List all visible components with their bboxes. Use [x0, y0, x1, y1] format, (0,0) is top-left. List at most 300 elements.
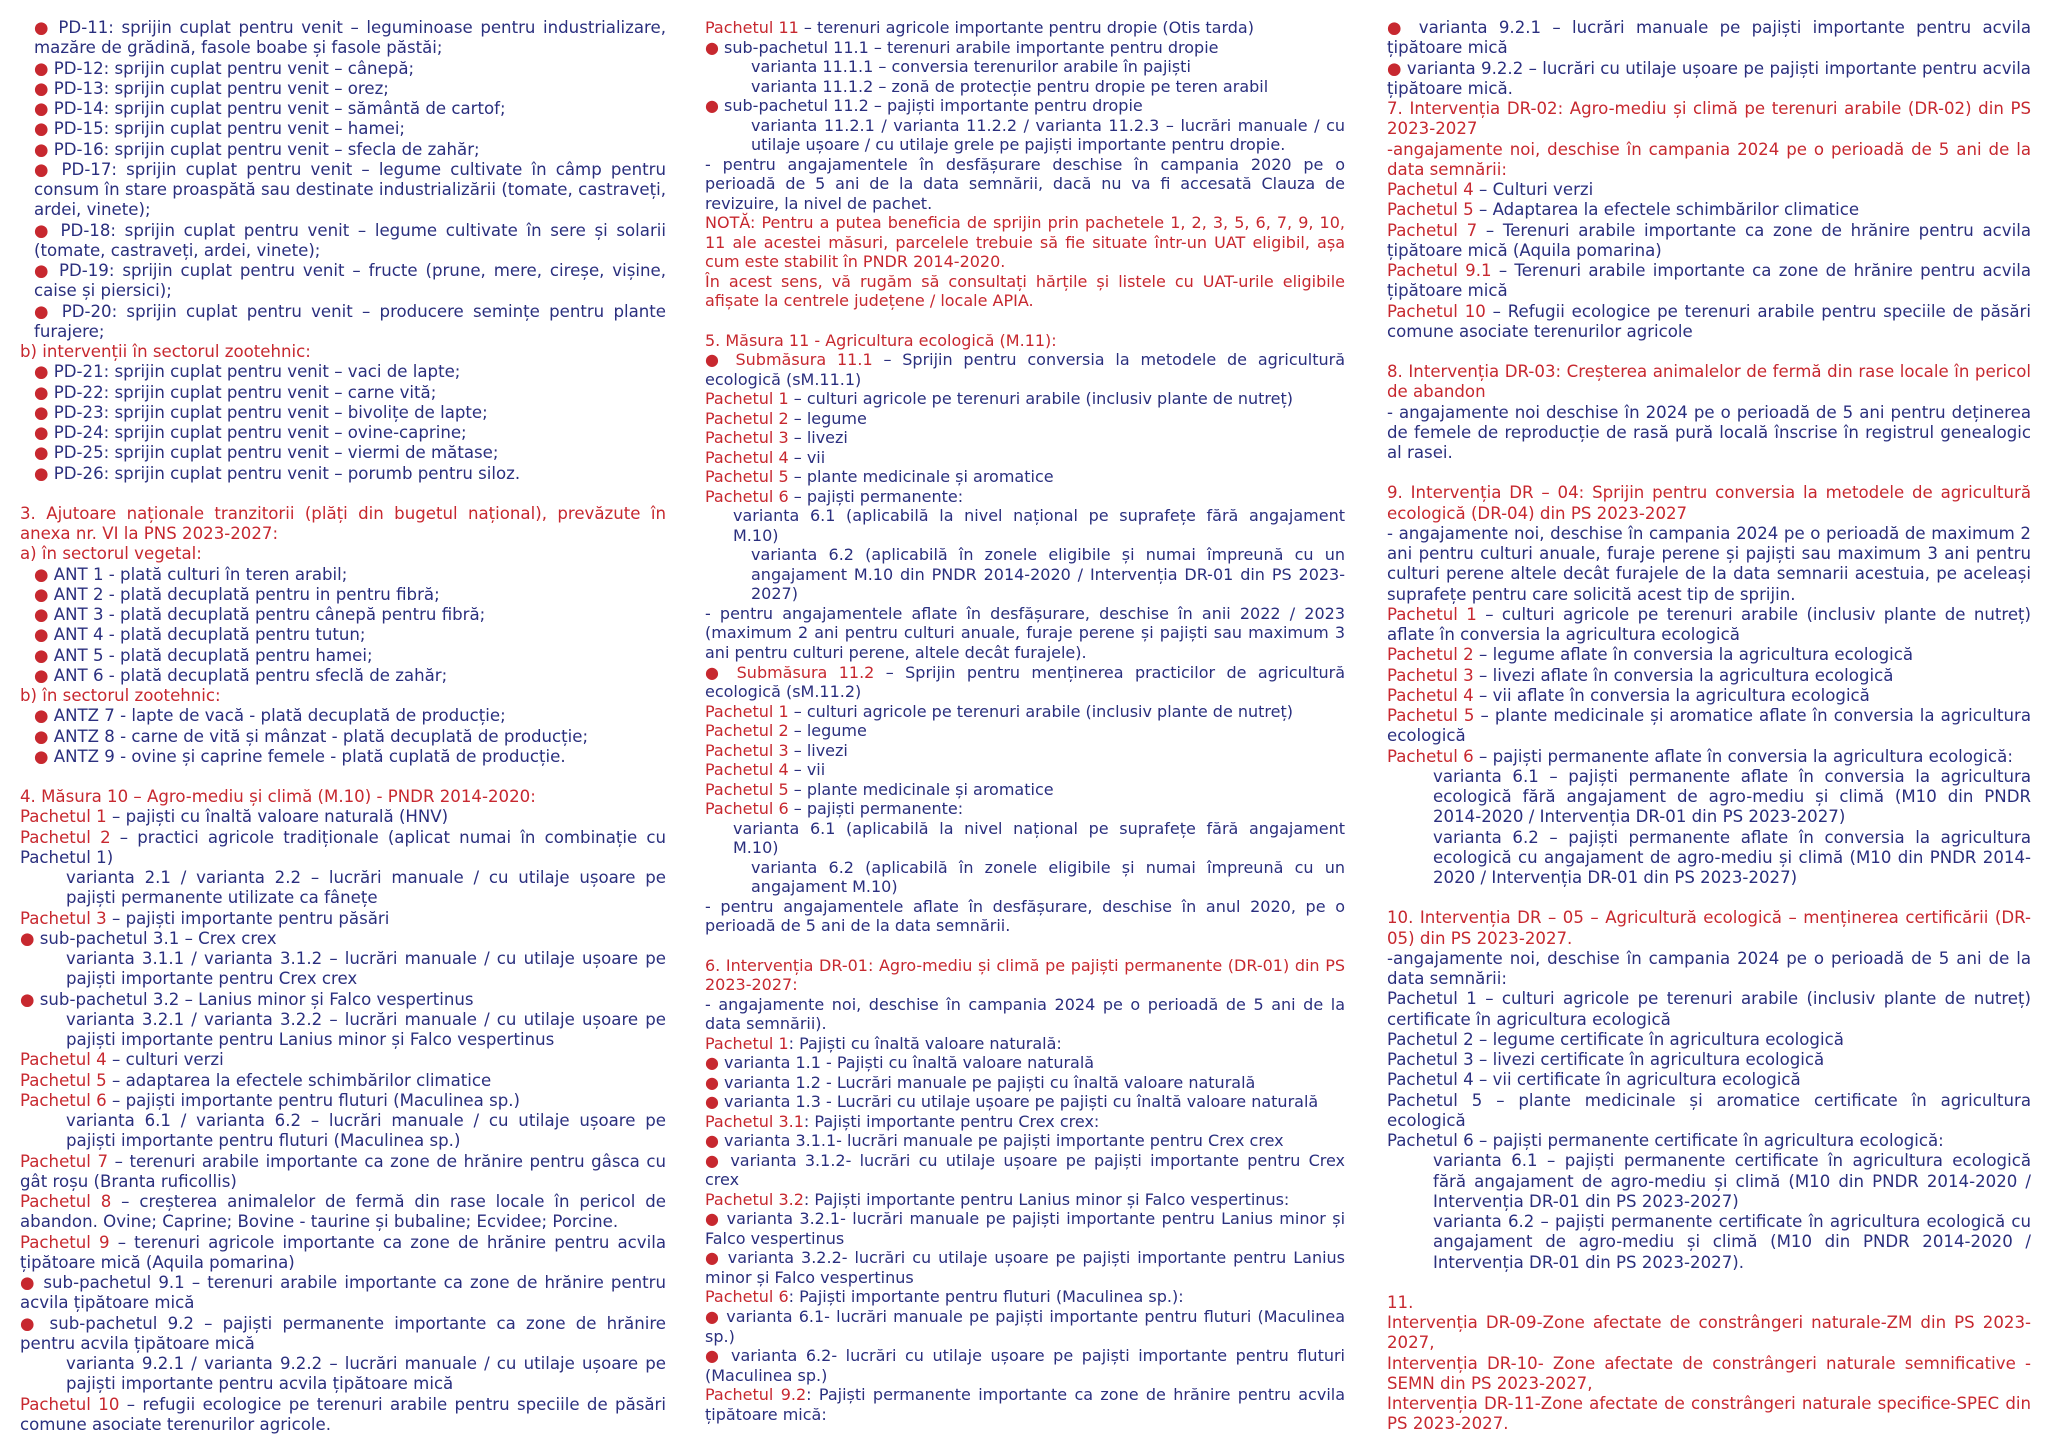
- text-line: [1387, 261, 2031, 302]
- text-line: [1387, 989, 2031, 1030]
- line-text: - angajamente noi, deschise în campania 2024 pe o perioadă de maximum 2 ani pentru culturi anuale, furaje perene și pajiști sau maximum 3 ani pentru culturi perene altele decât furajele de la data semnarii acestuia, pe aceleași suprafețe pentru care solicită acest tip de sprijin.: [1387, 523, 2031, 604]
- text-line: [705, 1151, 1345, 1190]
- line-text: ANT 4 - plată decuplată pentru tutun;: [53, 625, 366, 645]
- line-text: sub-pachetul 3.2 – Lanius minor și Falco vespertinus: [39, 989, 474, 1009]
- package-label: Pachetul 10: [1387, 301, 1486, 321]
- bullet-icon: ●: [705, 1209, 727, 1229]
- text-line: [705, 545, 1345, 604]
- text-line: [705, 18, 1345, 38]
- line-text: 11.: [1387, 1292, 1414, 1312]
- bullet-icon: ●: [34, 463, 54, 483]
- package-label: Pachetul 9.1: [1387, 261, 1492, 280]
- text-line: [705, 741, 1345, 761]
- bullet-icon: ●: [34, 362, 54, 382]
- bullet-icon: ●: [20, 989, 40, 1009]
- bullet-icon: ●: [34, 301, 62, 321]
- line-text: – pajiști importante pentru fluturi (Maculinea sp.): [106, 1090, 521, 1110]
- text-line: [1387, 747, 2031, 767]
- text-line: [20, 807, 666, 827]
- line-text: 10. Intervenția DR – 05 – Agricultură ecologică – menținerea certificării (DR-05) din PS 2023-2027.: [1387, 908, 2031, 948]
- text-line: [705, 331, 1345, 351]
- line-text: – plante medicinale și aromatice: [788, 779, 1054, 799]
- package-label: Pachetul 3: [20, 908, 107, 928]
- text-line: [20, 787, 666, 807]
- text-line: [1387, 1394, 2031, 1435]
- line-text: ANT 2 - plată decuplată pentru in pentru fibră;: [53, 584, 440, 604]
- line-text: 9. Intervenția DR – 04: Sprijin pentru conversia la metodele de agricultură ecologică (DR-04) din PS 2023-2027: [1387, 483, 2031, 523]
- line-text: varianta 9.2.2 – lucrări cu utilaje ușoare pe pajiști importante pentru acvila țipătoare mică.: [1387, 58, 2031, 98]
- bullet-icon: ●: [705, 1346, 731, 1366]
- line-text: varianta 3.2.2- lucrări cu utilaje ușoare pe pajiști importante pentru Lanius minor și Falco vespertinus: [705, 1248, 1345, 1287]
- line-text: Pachetul 3 – livezi certificate în agricultura ecologică: [1387, 1050, 1825, 1069]
- text-line: [20, 646, 666, 666]
- text-line: [705, 213, 1345, 272]
- package-label: Pachetul 4: [20, 1050, 107, 1070]
- line-text: sub-pachetul 11.1 – terenuri arabile importante pentru dropie: [724, 37, 1219, 57]
- text-line: [705, 1209, 1345, 1248]
- bullet-icon: ●: [705, 1131, 725, 1151]
- text-line: [1387, 706, 2031, 747]
- line-text: PD-16: sprijin cuplat pentru venit – sfecla de zahăr;: [53, 139, 480, 159]
- text-line: [705, 487, 1345, 507]
- text-line: [1387, 1212, 2031, 1273]
- line-text: varianta 3.2.1- lucrări manuale pe pajiști importante pentru Lanius minor și Falco vespertinus: [705, 1209, 1346, 1248]
- text-line: [20, 1354, 666, 1395]
- text-line: [705, 1248, 1345, 1287]
- line-text: : Pajiști importante pentru Lanius minor și Falco vespertinus:: [803, 1189, 1290, 1209]
- line-text: : Pajiști importante pentru fluturi (Maculinea sp.):: [788, 1287, 1184, 1307]
- line-text: PD-15: sprijin cuplat pentru venit – hamei;: [53, 119, 406, 139]
- line-text: PD-18: sprijin cuplat pentru venit – legume cultivate în sere și solarii (tomate, castraveți, ardei, vinete);: [34, 220, 666, 260]
- line-text: sub-pachetul 11.2 – pajiști importante pentru dropie: [724, 96, 1143, 116]
- package-label: Pachetul 7: [20, 1151, 109, 1171]
- text-line: [20, 909, 666, 929]
- text-line: [705, 155, 1345, 214]
- line-text: – livezi: [788, 428, 848, 448]
- text-line: [20, 990, 666, 1010]
- line-text: varianta 6.1 (aplicabilă la nivel național pe suprafețe fără angajament M.10): [733, 818, 1345, 858]
- text-line: [20, 1050, 666, 1070]
- text-line: [1387, 200, 2031, 220]
- line-text: varianta 9.2.1 – lucrări manuale pe pajiști importante pentru acvila țipătoare mică: [1387, 18, 2031, 58]
- text-line: [1387, 1151, 2031, 1212]
- text-line: [20, 1071, 666, 1091]
- text-line: [1387, 1030, 2031, 1050]
- text-line: [1387, 221, 2031, 262]
- text-line: [705, 506, 1345, 545]
- bullet-icon: ●: [20, 1313, 50, 1333]
- text-line: [20, 605, 666, 625]
- text-line: [20, 565, 666, 585]
- line-text: sub-pachetul 3.1 – Crex crex: [39, 928, 277, 948]
- package-label: Pachetul 5: [705, 779, 789, 799]
- text-line: [705, 721, 1345, 741]
- bullet-icon: ●: [34, 220, 61, 240]
- text-line: [1387, 1070, 2031, 1090]
- bullet-icon: ●: [20, 928, 40, 948]
- text-line: [705, 1190, 1345, 1210]
- line-text: PD-11: sprijin cuplat pentru venit – leguminoase pentru industrializare, mazăre de grădină, fasole boabe și fasole păstăi;: [34, 18, 666, 58]
- text-line: [705, 897, 1345, 936]
- text-line: [1387, 1050, 2031, 1070]
- text-line: [705, 1073, 1345, 1093]
- bullet-icon: ●: [34, 58, 54, 78]
- text-line: [20, 1111, 666, 1152]
- text-line: [705, 799, 1345, 819]
- line-text: varianta 1.1 - Pajiști cu înaltă valoare naturală: [724, 1053, 1095, 1073]
- package-label: Pachetul 3: [705, 740, 789, 760]
- package-label: Pachetul 3: [705, 428, 789, 448]
- text-line: [705, 272, 1345, 311]
- bullet-icon: ●: [20, 1273, 44, 1292]
- text-line: [1387, 403, 2031, 464]
- bullet-icon: ●: [705, 1072, 725, 1092]
- text-line: [20, 79, 666, 99]
- text-line: [20, 99, 666, 119]
- line-text: – vii: [788, 760, 826, 780]
- package-label: Pachetul 5: [1387, 200, 1474, 220]
- text-line: [705, 1131, 1345, 1151]
- line-text: – pajiști permanente:: [788, 799, 964, 819]
- text-line: [705, 663, 1345, 702]
- line-text: – vii: [788, 447, 826, 467]
- line-text: 8. Intervenția DR-03: Creșterea animalelor de fermă din rase locale în pericol de abandon: [1387, 362, 2031, 402]
- text-line: [705, 1307, 1345, 1346]
- line-text: – refugii ecologice pe terenuri arabile pentru speciile de păsări comune asociate terenurilor agricole.: [20, 1394, 666, 1434]
- line-text: PD-14: sprijin cuplat pentru venit – sământă de cartof;: [53, 99, 506, 118]
- text-line: [705, 409, 1345, 429]
- line-text: Pachetul 1 – culturi agricole pe terenuri arabile (inclusiv plante de nutreț) certificate în agricultura ecologică: [1387, 989, 2031, 1029]
- package-label: Pachetul 6: [705, 486, 789, 506]
- text-line: [705, 448, 1345, 468]
- line-text: -angajamente noi, deschise în campania 2024 pe o perioadă de 5 ani de la data semnării:: [1387, 948, 2031, 988]
- text-line: [705, 1112, 1345, 1132]
- line-text: Pachetul 6 – pajiști permanente certificate în agricultura ecologică:: [1387, 1131, 1944, 1150]
- text-line: [705, 1053, 1345, 1073]
- line-text: 5. Măsura 11 - Agricultura ecologică (M.11):: [705, 330, 1057, 350]
- text-line: [20, 261, 666, 302]
- text-line: [20, 443, 666, 463]
- line-text: – livezi aflate în conversia la agricultura ecologică: [1473, 665, 1894, 685]
- line-text: varianta 3.1.2- lucrări cu utilaje ușoare pe pajiști importante pentru Crex crex: [705, 1150, 1345, 1190]
- line-text: b) în sectorul zootehnic:: [20, 686, 221, 705]
- text-line: [20, 828, 666, 869]
- bullet-icon: ●: [34, 382, 54, 402]
- text-line: [20, 868, 666, 909]
- package-label: Pachetul 2: [1387, 645, 1474, 665]
- line-text: varianta 1.2 - Lucrări manuale pe pajiști cu înaltă valoare naturală: [724, 1072, 1256, 1092]
- bullet-icon: ●: [34, 402, 54, 422]
- text-line: [705, 96, 1345, 116]
- package-label: Pachetul 10: [20, 1394, 120, 1414]
- line-text: varianta 6.1 – pajiști permanente aflate în conversia la agricultura ecologică fără angajament de agro-mediu și climă (M10 din PNDR 2014-2020 / Intervenția DR-01 din PS 2023-2027): [1433, 766, 2031, 827]
- text-line: [20, 362, 666, 382]
- package-label: Pachetul 3: [1387, 665, 1474, 685]
- text-line: [20, 1233, 666, 1274]
- line-text: varianta 6.2 – pajiști permanente certificate în agricultura ecologică cu angajament de agro-mediu și climă (M10 din PNDR 2014-2020 / Intervenția DR-01 din PS 2023-2027).: [1433, 1212, 2031, 1272]
- text-line: [705, 57, 1345, 77]
- bullet-icon: ●: [705, 96, 725, 116]
- line-text: -angajamente noi, deschise în campania 2024 pe o perioadă de 5 ani de la data semnării:: [1387, 139, 2031, 179]
- line-text: – terenuri agricole importante pentru dropie (Otis tarda): [798, 18, 1254, 37]
- text-line: [20, 1091, 666, 1111]
- package-label: Pachetul 6: [1387, 746, 1474, 766]
- line-text: PD-26: sprijin cuplat pentru venit – porumb pentru siloz.: [53, 463, 521, 483]
- line-text: PD-24: sprijin cuplat pentru venit – ovine-caprine;: [53, 423, 467, 442]
- package-label: Pachetul 5: [20, 1070, 107, 1090]
- line-text: Intervenția DR-11-Zone afectate de constrângeri naturale specifice-SPEC din PS 2023-2027.: [1387, 1394, 2031, 1434]
- line-text: varianta 11.2.1 / varianta 11.2.2 / varianta 11.2.3 – lucrări manuale / cu utilaje ușoare / cu utilaje grele pe pajiști importante pentru dropie.: [751, 115, 1345, 155]
- bullet-icon: ●: [705, 1053, 725, 1073]
- bullet-icon: ●: [34, 159, 62, 179]
- text-line: [20, 221, 666, 262]
- line-text: – Terenuri arabile importante ca zone de hrănire pentru acvila țipătoare mică: [1387, 261, 2032, 301]
- text-line: [705, 77, 1345, 97]
- line-text: – pajiști permanente aflate în conversia la agricultura ecologică:: [1473, 746, 2013, 766]
- line-text: – Culturi verzi: [1473, 180, 1594, 199]
- text-line: [705, 467, 1345, 487]
- text-line: [705, 780, 1345, 800]
- package-label: Pachetul 4: [1387, 685, 1474, 705]
- package-label: Pachetul 4: [705, 760, 789, 780]
- bullet-icon: ●: [34, 726, 54, 746]
- text-line: [1387, 362, 2031, 403]
- package-label: Pachetul 5: [1387, 706, 1475, 725]
- text-line: [1387, 59, 2031, 100]
- text-line: [20, 302, 666, 343]
- line-text: varianta 3.1.1- lucrări manuale pe pajiști importante pentru Crex crex: [724, 1131, 1284, 1151]
- line-text: ANT 5 - plată decuplată pentru hamei;: [53, 645, 373, 665]
- text-line: [1387, 908, 2031, 949]
- text-line: [705, 1092, 1345, 1112]
- column-left: [20, 18, 666, 1435]
- line-text: – vii aflate în conversia la agricultura ecologică: [1473, 685, 1870, 705]
- bullet-icon: ●: [34, 625, 54, 645]
- text-line: [1387, 605, 2031, 646]
- line-text: Intervenția DR-10- Zone afectate de constrângeri naturale semnificative - SEMN din PS 2023-2027,: [1387, 1353, 2031, 1393]
- line-text: În acest sens, vă rugăm să consultați hărțile și listele cu UAT-urile eligibile afișate la centrele județene / locale APIA.: [705, 271, 1345, 311]
- text-line: [20, 423, 666, 443]
- text-line: [20, 1192, 666, 1233]
- bullet-icon: ●: [1387, 58, 1407, 78]
- line-text: – plante medicinale și aromatice: [788, 467, 1054, 487]
- bullet-icon: ●: [705, 1150, 731, 1170]
- line-text: varianta 6.2 (aplicabilă în zonele eligibile și numai împreună cu un angajament M.10): [751, 857, 1345, 897]
- text-line: [20, 140, 666, 160]
- bullet-icon: ●: [34, 119, 54, 139]
- line-text: varianta 3.2.1 / varianta 3.2.2 – lucrări manuale / cu utilaje ușoare pe pajiști importante pentru Lanius minor și Falco vespertinus: [66, 1009, 666, 1049]
- text-line: [1387, 302, 2031, 343]
- package-label: Pachetul 9: [20, 1232, 110, 1252]
- bullet-icon: ●: [34, 665, 54, 685]
- package-label: Pachetul 6: [705, 799, 789, 819]
- bullet-icon: ●: [34, 99, 54, 118]
- package-label: Pachetul 4: [705, 447, 789, 467]
- text-line: [1387, 483, 2031, 524]
- line-text: – Sprijin pentru menținerea practicilor de agricultură ecologică (sM.11.2): [705, 662, 1345, 702]
- bullet-icon: ●: [34, 139, 54, 159]
- line-text: varianta 6.2- lucrări cu utilaje ușoare pe pajiști importante pentru fluturi (Maculinea sp.): [705, 1346, 1346, 1385]
- line-text: Pachetul 2 – legume certificate în agricultura ecologică: [1387, 1029, 1844, 1049]
- line-text: : Pajiști cu înaltă valoare naturală:: [788, 1033, 1062, 1053]
- line-text: ANTZ 9 - ovine și caprine femele - plată cuplată de producție.: [53, 746, 566, 766]
- text-line: [705, 760, 1345, 780]
- line-text: – adaptarea la efectele schimbărilor climatice: [106, 1070, 492, 1090]
- text-line: [20, 383, 666, 403]
- text-line: [705, 604, 1345, 663]
- line-text: – Refugii ecologice pe terenuri arabile pentru speciile de păsări comune asociate terenurilor agricole: [1387, 301, 2031, 341]
- line-text: sub-pachetul 9.1 – terenuri arabile importante ca zone de hrănire pentru acvila țipătoare mică: [20, 1273, 666, 1313]
- line-text: – Terenuri arabile importante ca zone de hrănire pentru acvila țipătoare mică (Aquila pomarina): [1387, 220, 2031, 260]
- line-text: - angajamente noi deschise în 2024 pe o perioadă de 5 ani pentru deținerea de femele de reproducție de rasă pură locală înscrise în registrul genealogic al rasei.: [1387, 402, 2031, 462]
- package-label: Pachetul 2: [705, 408, 789, 428]
- bullet-icon: ●: [34, 443, 54, 463]
- line-text: : Pajiști permanente importante ca zone de hrănire pentru acvila țipătoare mică:: [705, 1385, 1346, 1424]
- line-text: PD-22: sprijin cuplat pentru venit – carne vită;: [53, 382, 437, 402]
- text-line: [20, 464, 666, 484]
- line-text: 3. Ajutoare naționale tranzitorii (plăți din bugetul național), prevăzute în anexa nr. VI la PNS 2023-2027:: [20, 503, 666, 543]
- text-line: [705, 995, 1345, 1034]
- line-text: PD-23: sprijin cuplat pentru venit – bivolițe de lapte;: [53, 402, 488, 422]
- text-line: [20, 160, 666, 221]
- package-label: Pachetul 1: [1387, 604, 1477, 624]
- line-text: 4. Măsura 10 – Agro-mediu și climă (M.10) - PNDR 2014-2020:: [20, 787, 536, 806]
- text-line: [20, 59, 666, 79]
- bullet-icon: ●: [34, 605, 54, 624]
- text-line: [705, 1346, 1345, 1385]
- text-line: [1387, 686, 2031, 706]
- line-text: varianta 6.1 (aplicabilă la nivel național pe suprafețe fără angajament M.10): [733, 506, 1345, 545]
- text-line: [1387, 949, 2031, 990]
- bullet-icon: ●: [34, 584, 54, 604]
- text-line: [20, 119, 666, 139]
- line-text: – Adaptarea la efectele schimbărilor climatice: [1473, 200, 1860, 220]
- line-text: PD-21: sprijin cuplat pentru venit – vaci de lapte;: [53, 362, 461, 382]
- text-line: [1387, 1131, 2031, 1151]
- line-text: – pajiști importante pentru păsări: [106, 908, 390, 928]
- line-text: varianta 6.2 – pajiști permanente aflate în conversia la agricultura ecologică cu angajament de agro-mediu și climă (M10 din PNDR 2014-2020 / Intervenția DR-01 din PS 2023-2027): [1433, 827, 2031, 887]
- line-text: - pentru angajamentele aflate în desfășurare, deschise în anul 2020, pe o perioadă de 5 ani de la data semnării.: [705, 896, 1345, 936]
- line-text: – culturi agricole pe terenuri arabile (inclusiv plante de nutreț) aflate în conversia la agricultura ecologică: [1387, 604, 2032, 644]
- package-label: Pachetul 1: [705, 389, 789, 409]
- line-text: varianta 1.3 - Lucrări cu utilaje ușoare pe pajiști cu înaltă valoare naturală: [724, 1092, 1319, 1112]
- package-label: Pachetul 6: [20, 1090, 107, 1110]
- line-text: - pentru angajamentele în desfășurare deschise în campania 2020 pe o perioadă de 5 ani de la data semnării, dacă nu va fi accesată Clauza de revizuire, la nivel de pachet.: [705, 154, 1345, 213]
- line-text: – creșterea animalelor de fermă din rase locale în pericol de abandon. Ovine; Caprine; Bovine - taurine și bubaline; Ecvidee; Porcine.: [20, 1192, 666, 1232]
- package-label: Pachetul 1: [20, 807, 107, 827]
- line-text: 7. Intervenția DR-02: Agro-mediu și climă pe terenuri arabile (DR-02) din PS 2023-2027: [1387, 99, 2031, 139]
- text-line: [20, 666, 666, 686]
- text-line: [20, 1273, 666, 1314]
- text-line: [20, 727, 666, 747]
- bullet-icon: ●: [34, 261, 59, 280]
- line-text: NOTĂ: Pentru a putea beneficia de sprijin prin pachetele 1, 2, 3, 5, 6, 7, 9, 10, 11 ale acestei măsuri, parcelele trebuie să fie situate într-un UAT eligibil, așa cum este stabilit în PNDR 2014-2020.: [705, 213, 1345, 272]
- line-text: ANT 3 - plată decuplată pentru cânepă pentru fibră;: [53, 605, 486, 624]
- bullet-icon: ●: [1387, 18, 1419, 37]
- package-label: Pachetul 8: [20, 1192, 112, 1211]
- text-line: [20, 504, 666, 545]
- text-line: [1387, 524, 2031, 605]
- package-label: Pachetul 11: [705, 18, 799, 37]
- package-label: Pachetul 6: [705, 1287, 789, 1307]
- text-line: [20, 1010, 666, 1051]
- line-text: – Sprijin pentru conversia la metodele de agricultură ecologică (sM.11.1): [705, 350, 1345, 389]
- text-line: [20, 949, 666, 990]
- line-text: varianta 6.1- lucrări manuale pe pajiști importante pentru fluturi (Maculinea sp.): [705, 1307, 1345, 1346]
- text-line: [20, 625, 666, 645]
- line-text: varianta 11.1.2 – zonă de protecție pentru dropie pe teren arabil: [751, 76, 1269, 96]
- text-line: [1387, 1293, 2031, 1313]
- line-text: ANT 6 - plată decuplată pentru sfeclă de zahăr;: [53, 665, 448, 685]
- line-text: – pajiști cu înaltă valoare naturală (HNV): [106, 807, 449, 827]
- bullet-icon: ●: [34, 78, 54, 98]
- column-middle: [705, 18, 1345, 1424]
- bullet-icon: ●: [705, 1248, 728, 1268]
- text-line: [1387, 1313, 2031, 1354]
- text-line: [705, 350, 1345, 389]
- package-label: Pachetul 3.2: [705, 1189, 804, 1209]
- bullet-icon: ●: [34, 18, 59, 37]
- line-text: varianta 6.1 / varianta 6.2 – lucrări manuale / cu utilaje ușoare pe pajiști importante pentru fluturi (Maculinea sp.): [66, 1111, 666, 1151]
- text-line: [705, 1385, 1345, 1424]
- line-text: – terenuri arabile importante ca zone de hrănire pentru gâsca cu gât roșu (Branta ruficollis): [20, 1151, 666, 1191]
- package-label: Pachetul 1: [705, 1033, 789, 1053]
- line-text: - angajamente noi, deschise în campania 2024 pe o perioadă de 5 ani de la data semnării).: [705, 994, 1345, 1034]
- package-label: Pachetul 5: [705, 467, 789, 487]
- line-text: – plante medicinale și aromatice aflate în conversia la agricultura ecologică: [1387, 706, 2031, 746]
- line-text: Pachetul 4 – vii certificate în agricultura ecologică: [1387, 1070, 1801, 1090]
- text-line: [20, 585, 666, 605]
- text-line: [705, 38, 1345, 58]
- column-right: [1387, 18, 2031, 1435]
- line-text: Intervenția DR-09-Zone afectate de constrângeri naturale-ZM din PS 2023-2027,: [1387, 1313, 2031, 1353]
- line-text: PD-19: sprijin cuplat pentru venit – fructe (prune, mere, cireșe, vișine, caise și piersici);: [34, 261, 666, 301]
- package-label: Pachetul 3.1: [705, 1111, 804, 1131]
- text-line: [705, 858, 1345, 897]
- line-text: varianta 9.2.1 / varianta 9.2.2 – lucrări manuale / cu utilaje ușoare pe pajiști importante pentru acvila țipătoare mică: [66, 1354, 666, 1394]
- line-text: Pachetul 5 – plante medicinale și aromatice certificate în agricultura ecologică: [1387, 1090, 2031, 1130]
- text-line: [1387, 18, 2031, 59]
- line-text: varianta 2.1 / varianta 2.2 – lucrări manuale / cu utilaje ușoare pe pajiști permanente utilizate ca fânețe: [66, 868, 666, 908]
- text-line: [20, 1395, 666, 1436]
- text-line: [20, 1314, 666, 1355]
- text-line: [20, 1152, 666, 1193]
- bullet-icon: ●: [705, 1307, 727, 1326]
- text-line: [20, 18, 666, 59]
- line-text: ANT 1 - plată culturi în teren arabil;: [53, 564, 348, 584]
- line-text: PD-13: sprijin cuplat pentru venit – orez;: [53, 78, 389, 98]
- line-text: – legume: [788, 721, 867, 741]
- line-text: sub-pachetul 9.2 – pajiști permanente importante ca zone de hrănire pentru acvila țipătoare mică: [20, 1313, 666, 1353]
- package-label: Pachetul 2: [20, 827, 111, 847]
- line-text: varianta 3.1.1 / varianta 3.1.2 – lucrări manuale / cu utilaje ușoare pe pajiști importante pentru Crex crex: [66, 949, 666, 989]
- text-line: [20, 342, 666, 362]
- line-text: – practici agricole tradiționale (aplicat numai în combinație cu Pachetul 1): [20, 827, 666, 867]
- package-label: Pachetul 1: [705, 701, 789, 721]
- text-line: [20, 686, 666, 706]
- line-text: varianta 6.1 – pajiști permanente certificate în agricultura ecologică fără angajament de agro-mediu și climă (M10 din PNDR 2014-2020 / Intervenția DR-01 din PS 2023-2027): [1433, 1151, 2031, 1211]
- bullet-icon: ●: [34, 564, 54, 584]
- text-line: [1387, 1354, 2031, 1395]
- text-line: [705, 116, 1345, 155]
- text-line: [1387, 828, 2031, 889]
- line-text: varianta 6.2 (aplicabilă în zonele eligibile și numai împreună cu un angajament M.10 din PNDR 2014-2020 / Intervenția DR-01 din PS 2023-2027): [751, 545, 1345, 604]
- line-text: – livezi: [788, 740, 848, 760]
- line-text: PD-17: sprijin cuplat pentru venit – legume cultivate în câmp pentru consum în stare proaspătă sau destinate industrializării (tomate, castraveți, ardei, vinete);: [34, 159, 666, 220]
- line-text: ANTZ 8 - carne de vită și mânzat - plată decuplată de producție;: [53, 726, 589, 746]
- line-text: – culturi agricole pe terenuri arabile (inclusiv plante de nutreț): [788, 389, 1294, 409]
- line-text: – legume: [788, 408, 867, 428]
